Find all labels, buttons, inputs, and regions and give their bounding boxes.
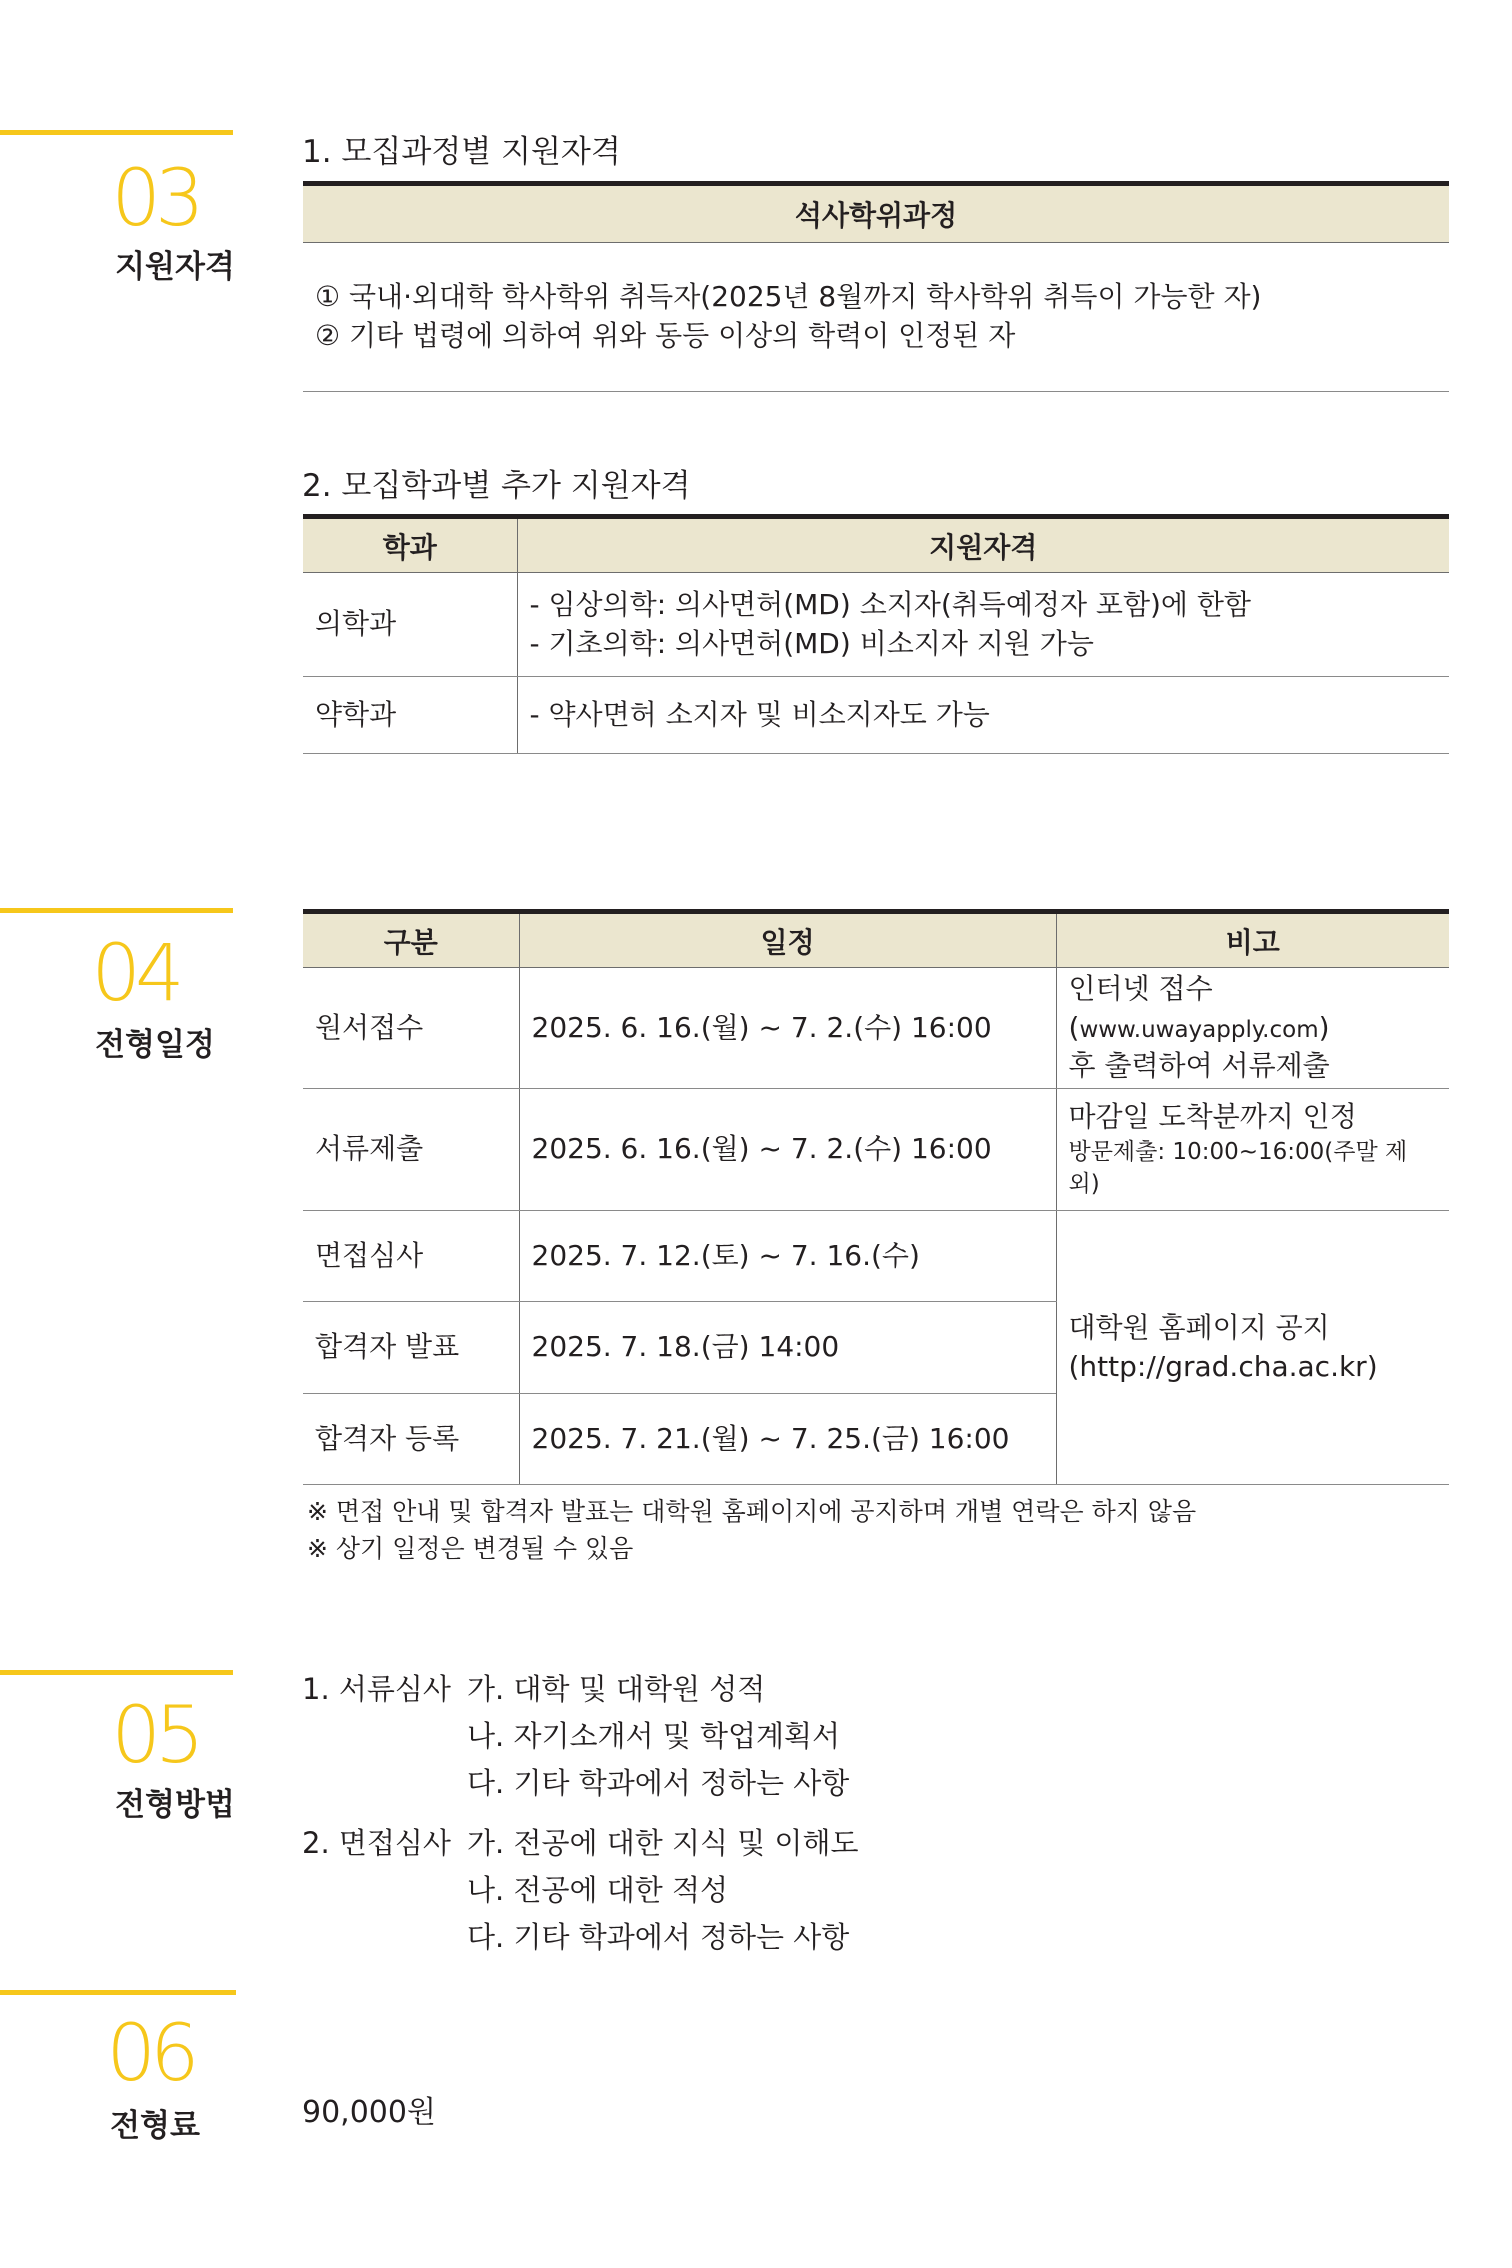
method-item: 가. 전공에 대한 지식 및 이해도	[467, 1826, 859, 1860]
method-item: 다. 기타 학과에서 정하는 사항	[467, 1920, 850, 1954]
schedule-label: 원서접수	[303, 968, 519, 1089]
schedule-date: 2025. 7. 12.(토) ~ 7. 16.(수)	[519, 1211, 1056, 1302]
col-header-schedule: 일정	[519, 912, 1056, 968]
apply-site-link[interactable]: www.uwayapply.com	[1079, 1016, 1319, 1043]
schedule-label: 서류제출	[303, 1089, 519, 1211]
section-04-bar	[0, 908, 233, 913]
col-header-department: 학과	[303, 517, 517, 573]
qualification-item-1: ① 국내·외대학 학사학위 취득자(2025년 8월까지 학사학위 취득이 가능한 자)	[315, 280, 1262, 314]
col-header-qualification: 지원자격	[517, 517, 1449, 573]
table-row	[303, 573, 1449, 677]
table-header-masters: 석사학위과정	[303, 184, 1449, 243]
qualification-heading-1: 1. 모집과정별 지원자격	[302, 134, 621, 170]
section-03-title: 지원자격	[115, 249, 235, 285]
section-06-bar	[0, 1990, 236, 1995]
department-requirements	[517, 677, 1449, 754]
department-name: 의학과	[303, 573, 517, 677]
table-row	[303, 968, 1449, 1089]
qualification-items-cell	[303, 243, 1449, 392]
qualification-heading-2: 2. 모집학과별 추가 지원자격	[302, 468, 691, 504]
department-qualification-table	[303, 514, 1449, 754]
method-item: 나. 자기소개서 및 학업계획서	[467, 1719, 841, 1753]
schedule-remark	[1056, 968, 1449, 1089]
schedule-label: 면접심사	[303, 1211, 519, 1302]
method-group-label: 1. 서류심사	[302, 1672, 451, 1706]
section-05-bar	[0, 1670, 233, 1675]
section-05-number: 05	[111, 1691, 199, 1781]
table-row	[303, 1211, 1449, 1302]
method-item: 나. 전공에 대한 적성	[467, 1873, 728, 1907]
section-03-bar	[0, 130, 233, 135]
schedule-date: 2025. 7. 21.(월) ~ 7. 25.(금) 16:00	[519, 1394, 1056, 1485]
application-fee: 90,000원	[302, 2095, 436, 2130]
section-04-number: 04	[91, 929, 179, 1019]
requirement-line: - 기초의학: 의사면허(MD) 비소지자 지원 가능	[529, 626, 1094, 660]
remark-line-1: 인터넷 접수(www.uwayapply.com)	[1068, 972, 1330, 1044]
schedule-label: 합격자 발표	[303, 1302, 519, 1394]
section-06-number: 06	[106, 2009, 194, 2099]
remark-line-2: 후 출력하여 서류제출	[1068, 1049, 1330, 1083]
method-group-label: 2. 면접심사	[302, 1826, 451, 1860]
section-04-title: 전형일정	[95, 1027, 215, 1063]
section-06-title: 전형료	[110, 2108, 200, 2144]
remark-line-1: 대학원 홈페이지 공지	[1068, 1310, 1330, 1344]
schedule-note-2: ※ 상기 일정은 변경될 수 있음	[307, 1534, 634, 1563]
method-item: 다. 기타 학과에서 정하는 사항	[467, 1766, 850, 1800]
schedule-date: 2025. 6. 16.(월) ~ 7. 2.(수) 16:00	[519, 1089, 1056, 1211]
schedule-notes	[307, 1493, 1196, 1567]
merged-remark	[1056, 1211, 1449, 1485]
col-header-category: 구분	[303, 912, 519, 968]
qualification-item-2: ② 기타 법령에 의하여 위와 동등 이상의 학력이 인정된 자	[315, 319, 1016, 352]
table-row	[303, 677, 1449, 754]
table-row	[303, 1089, 1449, 1211]
homepage-link[interactable]: (http://grad.cha.ac.kr)	[1068, 1349, 1378, 1383]
schedule-date: 2025. 7. 18.(금) 14:00	[519, 1302, 1056, 1394]
schedule-note-1: ※ 면접 안내 및 합격자 발표는 대학원 홈페이지에 공지하며 개별 연락은 하지 않음	[307, 1497, 1197, 1526]
department-name: 약학과	[303, 677, 517, 754]
degree-qualification-table	[303, 181, 1449, 392]
remark-line-2: 방문제출: 10:00~16:00(주말 제외)	[1068, 1139, 1408, 1197]
department-requirements	[517, 573, 1449, 677]
method-item: 가. 대학 및 대학원 성적	[467, 1672, 766, 1706]
col-header-remarks: 비고	[1056, 912, 1449, 968]
schedule-table	[303, 909, 1449, 1485]
section-05-title: 전형방법	[115, 1787, 235, 1823]
section-03-number: 03	[111, 154, 199, 244]
requirement-line: - 임상의학: 의사면허(MD) 소지자(취득예정자 포함)에 한함	[529, 587, 1251, 621]
schedule-date: 2025. 6. 16.(월) ~ 7. 2.(수) 16:00	[519, 968, 1056, 1089]
remark-line-1: 마감일 도착분까지 인정	[1068, 1100, 1357, 1134]
schedule-remark	[1056, 1089, 1449, 1211]
requirement-line: - 약사면허 소지자 및 비소지자도 가능	[529, 697, 990, 731]
schedule-label: 합격자 등록	[303, 1394, 519, 1485]
